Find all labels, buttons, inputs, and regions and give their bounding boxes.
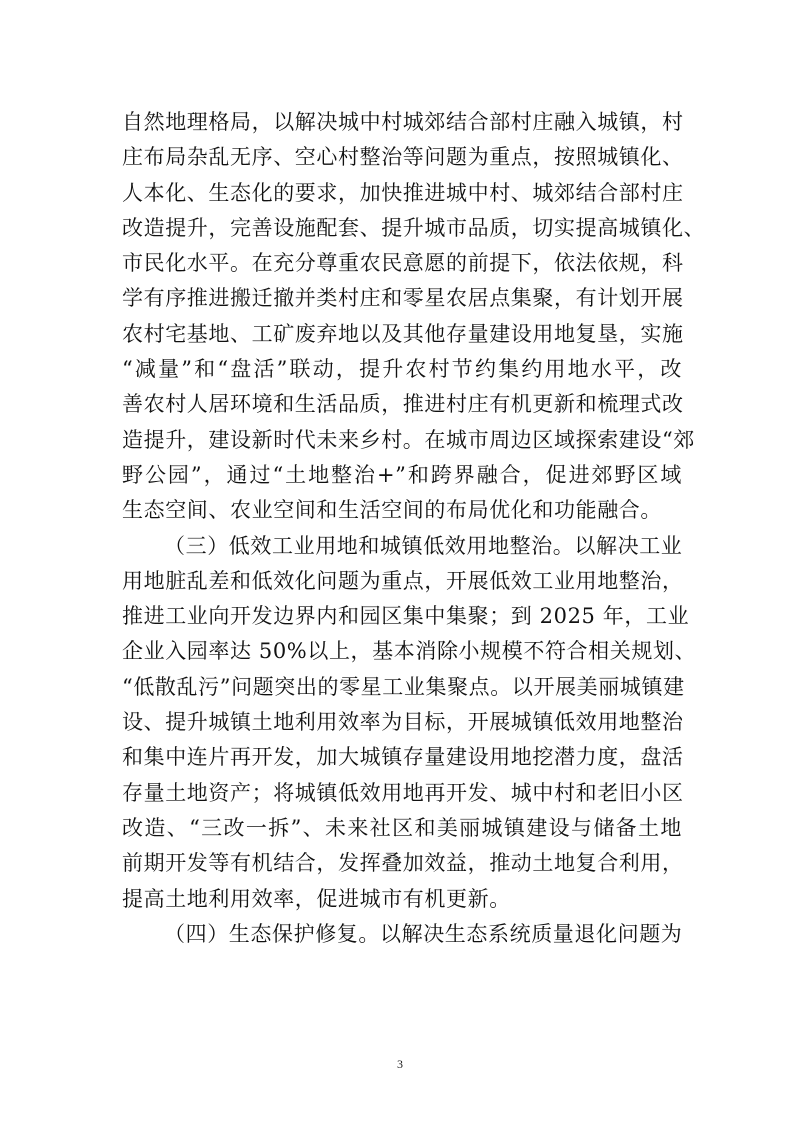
text-line: 提高土地利用效率，促进城市有机更新。 bbox=[122, 886, 511, 911]
text-line: “低散乱污”问题突出的零星工业集聚点。以开展美丽城镇建 bbox=[122, 674, 685, 699]
text-line: 前期开发等有机结合，发挥叠加效益，推动土地复合利用， bbox=[122, 851, 684, 876]
text-line: 学有序推进搬迁撤并类村庄和零星农居点集聚，有计划开展 bbox=[122, 286, 684, 311]
text-line: 野公园”，通过“土地整治+”和跨界融合，促进郊野区域 bbox=[122, 462, 682, 487]
section-4-first-line bbox=[122, 917, 682, 952]
text-line: 造提升，建设新时代未来乡村。在城市周边区域探索建设“郊 bbox=[122, 427, 695, 452]
body-text bbox=[122, 105, 706, 952]
text-line: 存量土地资产；将城镇低效用地再开发、城中村和老旧小区 bbox=[122, 780, 684, 805]
text-line: 用地脏乱差和低效化问题为重点，开展低效工业用地整治， bbox=[122, 568, 684, 593]
section-4-heading: （四）生态保护修复。 bbox=[164, 921, 380, 946]
text-line: 善农村人居环境和生活品质，推进村庄有机更新和梳理式改 bbox=[122, 392, 684, 417]
text-line: 设、提升城镇土地利用效率为目标，开展城镇低效用地整治 bbox=[122, 710, 684, 735]
text-line: 庄布局杂乱无序、空心村整治等问题为重点，按照城镇化、 bbox=[122, 145, 684, 170]
section-3-heading: （三）低效工业用地和城镇低效用地整治。 bbox=[164, 533, 575, 558]
section-3-first-line-rest: 以解决工业 bbox=[574, 533, 683, 558]
page-number: 3 bbox=[397, 1057, 403, 1071]
text-line: 改造、“三改一拆”、未来社区和美丽城镇建设与储备土地 bbox=[122, 815, 682, 840]
text-line: 和集中连片再开发，加大城镇存量建设用地挖潜力度，盘活 bbox=[122, 745, 684, 770]
section-4-first-line-rest: 以解决生态系统质量退化问题为 bbox=[380, 921, 683, 946]
text-line: 农村宅基地、工矿废弃地以及其他存量建设用地复垦，实施 bbox=[122, 321, 684, 346]
text-line: 推进工业向开发边界内和园区集中集聚；到 2025 年，工业 bbox=[122, 604, 690, 629]
text-line: 改造提升，完善设施配套、提升城市品质，切实提高城镇化、 bbox=[122, 215, 706, 240]
text-line: 人本化、生态化的要求，加快推进城中村、城郊结合部村庄 bbox=[122, 180, 684, 205]
text-line: 自然地理格局，以解决城中村城郊结合部村庄融入城镇，村 bbox=[122, 110, 684, 134]
text-line: 企业入园率达 50%以上，基本消除小规模不符合相关规划、 bbox=[122, 639, 697, 664]
text-line: 生态空间、农业空间和生活空间的布局优化和功能融合。 bbox=[122, 498, 662, 523]
text-line: 市民化水平。在充分尊重农民意愿的前提下，依法依规，科 bbox=[122, 251, 684, 276]
text-line: “减量”和“盘活”联动，提升农村节约集约用地水平，改 bbox=[122, 357, 682, 382]
section-3-first-line bbox=[122, 529, 682, 564]
